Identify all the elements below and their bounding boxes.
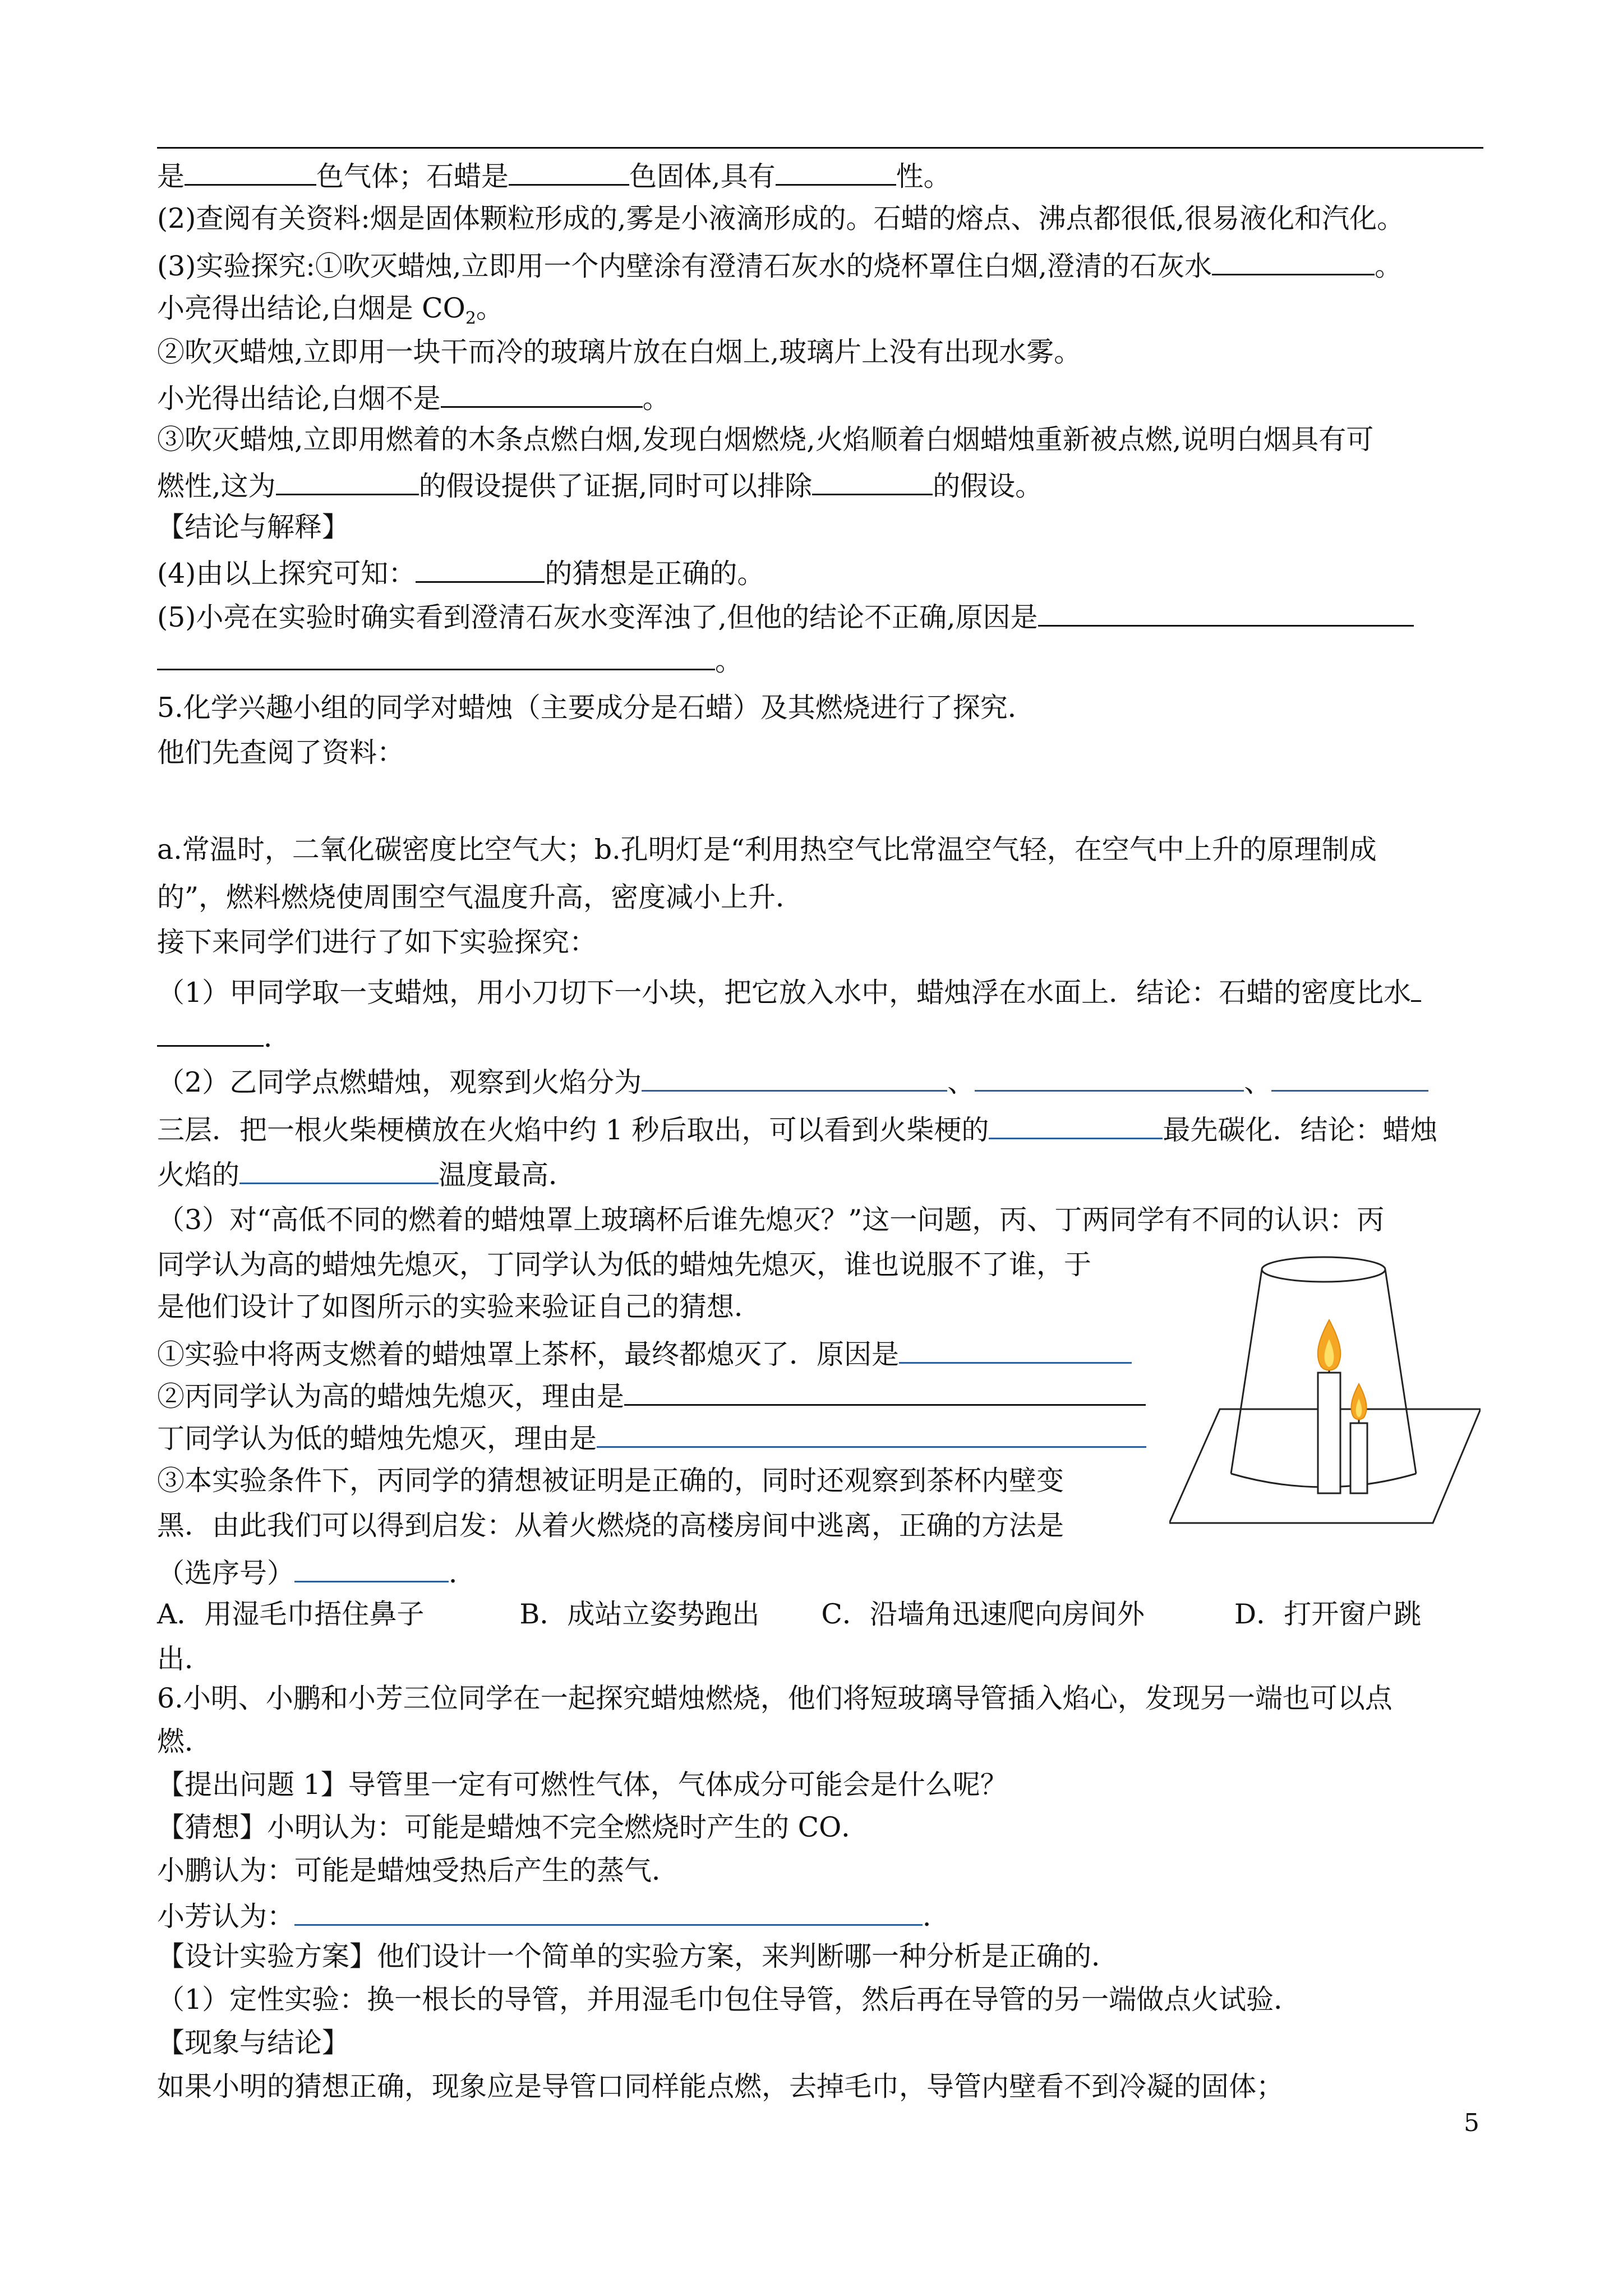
q4-line-6: 小光得出结论,白烟不是 。 [157, 379, 670, 416]
answer-blank[interactable] [294, 1897, 923, 1926]
q5-line: 同学认为高的蜡烛先熄灭，丁同学认为低的蜡烛先熄灭，谁也说服不了谁，于 [157, 1249, 1092, 1281]
q6-line: 如果小明的猜想正确，现象应是导管口同样能点燃，去掉毛巾，导管内壁看不到冷凝的固体； [157, 2070, 1284, 2102]
q4-line-12: 。 [157, 642, 743, 678]
q4-line-7: ③吹灭蜡烛,立即用燃着的木条点燃白烟,发现白烟燃烧,火焰顺着白烟蜡烛重新被点燃,说明白烟具有可 [157, 424, 1374, 455]
q5-line: （3）对“高低不同的燃着的蜡烛罩上玻璃杯后谁先熄灭？”这一问题，丙、丁两同学有不同的认识：丙 [157, 1204, 1385, 1236]
q6-line: （1）定性实验：换一根长的导管，并用湿毛巾包住导管，然后再在导管的另一端做点火试验． [157, 1984, 1302, 2016]
q5-line: 黑．由此我们可以得到启发：从着火燃烧的高楼房间中逃离，正确的方法是 [157, 1510, 1064, 1542]
answer-blank[interactable] [624, 1377, 1146, 1406]
answer-blank[interactable] [975, 1063, 1244, 1092]
answer-blank[interactable] [441, 379, 643, 408]
q5-options [157, 1598, 1421, 1631]
q6-line: 燃． [157, 1726, 213, 1757]
q5-line: （选序号） ． [157, 1554, 476, 1590]
option-b[interactable]: B．成站立姿势跑出 [519, 1598, 760, 1630]
section-heading: 【结论与解释】 [157, 511, 350, 543]
glass-top [1262, 1257, 1385, 1282]
q6-line: 小芳认为： ． [157, 1897, 950, 1934]
answer-blank[interactable] [597, 1419, 1146, 1448]
q4-line-8: 燃性,这为 的假设提供了证据,同时可以排除 的假设。 [157, 467, 1043, 503]
section-heading: 【设计实验方案】他们设计一个简单的实验方案，来判断哪一种分析是正确的． [157, 1940, 1119, 1972]
q5-line: 火焰的 温度最高． [157, 1156, 576, 1192]
answer-blank[interactable] [157, 642, 715, 670]
section-heading: 【提出问题 1】导管里一定有可燃性气体，气体成分可能会是什么呢？ [157, 1769, 1008, 1801]
short-candle [1350, 1423, 1367, 1493]
option-d[interactable]: D．打开窗户跳 [1234, 1598, 1422, 1630]
answer-blank[interactable] [776, 157, 896, 186]
candle-glass-figure [1169, 1254, 1481, 1534]
answer-blank[interactable] [276, 467, 419, 495]
tall-candle [1318, 1373, 1340, 1493]
q4-line-1: 是 色气体；石蜡是 色固体,具有 性。 [157, 157, 951, 194]
answer-blank[interactable] [157, 1018, 264, 1047]
answer-blank[interactable] [294, 1554, 449, 1582]
section-heading: 【猜想】小明认为：可能是蜡烛不完全燃烧时产生的 CO． [157, 1811, 869, 1843]
option-c[interactable]: C．沿墙角迅速爬向房间外 [821, 1598, 1145, 1630]
glass-right [1385, 1269, 1416, 1474]
answer-blank[interactable] [1212, 247, 1375, 275]
q5-line: 他们先查阅了资料： [157, 737, 405, 769]
answer-blank[interactable] [1038, 598, 1414, 627]
q5-line: （1）甲同学取一支蜡烛，用小刀切下一小块，把它放入水中，蜡烛浮在水面上．结论：石蜡的密度比水 [157, 973, 1421, 1010]
q5-line: ③本实验条件下，丙同学的猜想被证明是正确的，同时还观察到茶杯内壁变 [157, 1465, 1064, 1497]
q4-line-5: ②吹灭蜡烛,立即用一块干而冷的玻璃片放在白烟上,玻璃片上没有出现水雾。 [157, 336, 1082, 368]
answer-blank[interactable] [185, 157, 316, 186]
answer-blank[interactable] [1271, 1063, 1428, 1092]
q4-line-2: (2)查阅有关资料:烟是固体颗粒形成的,雾是小液滴形成的。石蜡的熔点、沸点都很低,很易液化和汽化。 [157, 203, 1405, 234]
answer-blank[interactable] [1411, 973, 1421, 1002]
q5-line: 三层．把一根火柴梗横放在火焰中约 1 秒后取出，可以看到火柴梗的 最先碳化．结论：蜡烛 [157, 1111, 1437, 1147]
glass-left [1231, 1269, 1262, 1474]
answer-blank[interactable] [642, 1063, 947, 1092]
answer-blank[interactable] [416, 554, 545, 583]
q5-line: 出． [157, 1643, 213, 1675]
q5-line: ①实验中将两支燃着的蜡烛罩上茶杯，最终都熄灭了．原因是 [157, 1335, 1132, 1372]
q4-line-10: (4)由以上探究可知： 的猜想是正确的。 [157, 554, 764, 591]
q5-line: 丁同学认为低的蜡烛先熄灭，理由是 [157, 1419, 1146, 1456]
q6-line: 小鹏认为：可能是蜡烛受热后产生的蒸气． [157, 1855, 680, 1887]
q5-line: 是他们设计了如图所示的实验来验证自己的猜想． [157, 1291, 762, 1323]
q4-line-3: (3)实验探究:①吹灭蜡烛,立即用一个内壁涂有澄清石灰水的烧杯罩住白烟,澄清的石灰水 。 [157, 247, 1402, 283]
q5-line: （2）乙同学点燃蜡烛，观察到火焰分为 、 、 [157, 1063, 1428, 1099]
answer-blank[interactable] [899, 1335, 1132, 1364]
q5-line: a.常温时，二氧化碳密度比空气大；b.孔明灯是“利用热空气比常温空气轻，在空气中上升的原理制成 [157, 834, 1377, 866]
q5-title: 5.化学兴趣小组的同学对蜡烛（主要成分是石蜡）及其燃烧进行了探究． [157, 692, 1035, 724]
candle-diagram [1169, 1254, 1481, 1534]
header-rule [157, 147, 1483, 149]
section-heading: 【现象与结论】 [157, 2027, 350, 2059]
q4-line-4: 小亮得出结论,白烟是 $CO_2$。 [157, 292, 504, 328]
q5-line: ． [157, 1018, 291, 1055]
option-a[interactable]: A．用湿毛巾捂住鼻子 [157, 1598, 425, 1630]
answer-blank[interactable] [989, 1111, 1163, 1139]
q5-line: ②丙同学认为高的蜡烛先熄灭，理由是 [157, 1377, 1146, 1414]
answer-blank[interactable] [239, 1156, 439, 1184]
page-number: 5 [1464, 2109, 1479, 2137]
answer-blank[interactable] [812, 467, 933, 495]
q5-line: 的”，燃料燃烧使周围空气温度升高，密度减小上升． [157, 881, 804, 913]
q6-title: 6.小明、小鹏和小芳三位同学在一起探究蜡烛燃烧，他们将短玻璃导管插入焰心，发现另一端也可以点 [157, 1682, 1393, 1714]
answer-blank[interactable] [509, 157, 629, 186]
q4-line-11: (5)小亮在实验时确实看到澄清石灰水变浑浊了,但他的结论不正确,原因是 [157, 598, 1414, 634]
q5-line: 接下来同学们进行了如下实验探究： [157, 926, 597, 958]
